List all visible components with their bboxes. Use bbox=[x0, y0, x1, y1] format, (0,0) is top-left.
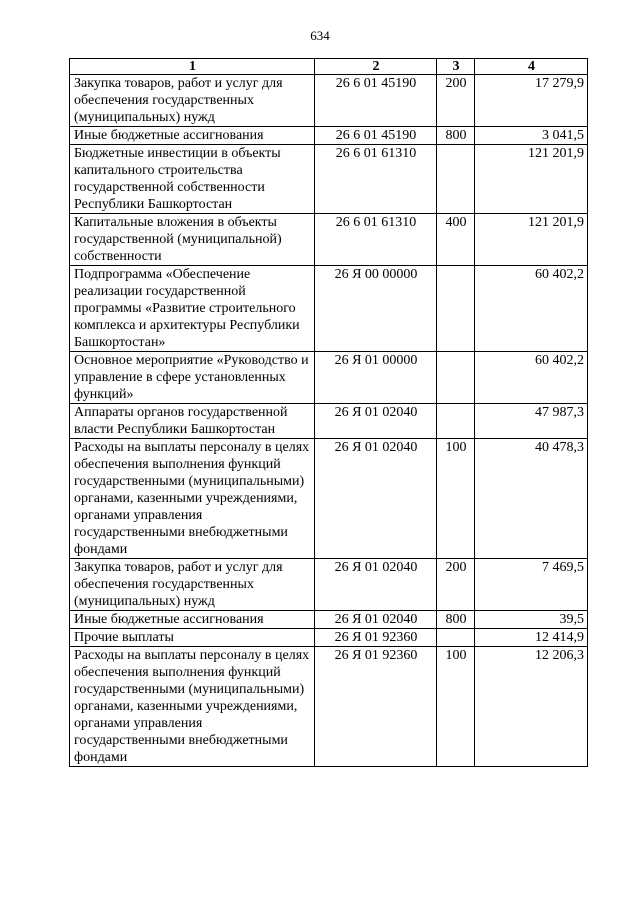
target-code-cell: 26 Я 01 02040 bbox=[315, 439, 437, 559]
expense-name-cell: Расходы на выплаты персоналу в целях обеспечения выполнения функций государственными (муниципальными) органами, казенными учреждениями, органами управления государственными внебюджетными фондами bbox=[70, 439, 315, 559]
amount-cell: 60 402,2 bbox=[475, 266, 588, 352]
target-code-cell: 26 Я 01 02040 bbox=[315, 404, 437, 439]
expense-type-cell: 200 bbox=[437, 559, 475, 611]
column-header-2: 2 bbox=[315, 59, 437, 75]
expense-name-cell: Иные бюджетные ассигнования bbox=[70, 127, 315, 145]
table-row bbox=[70, 214, 588, 266]
table-row bbox=[70, 611, 588, 629]
expense-type-cell bbox=[437, 404, 475, 439]
budget-table bbox=[69, 58, 588, 767]
table-header-row bbox=[70, 59, 588, 75]
table-row bbox=[70, 647, 588, 767]
amount-cell: 40 478,3 bbox=[475, 439, 588, 559]
amount-cell: 39,5 bbox=[475, 611, 588, 629]
expense-name-cell: Иные бюджетные ассигнования bbox=[70, 611, 315, 629]
expense-type-cell: 100 bbox=[437, 647, 475, 767]
column-header-1: 1 bbox=[70, 59, 315, 75]
expense-type-cell bbox=[437, 352, 475, 404]
table-row bbox=[70, 404, 588, 439]
target-code-cell: 26 Я 01 02040 bbox=[315, 611, 437, 629]
table-body bbox=[70, 75, 588, 767]
expense-type-cell: 200 bbox=[437, 75, 475, 127]
expense-name-cell: Подпрограмма «Обеспечение реализации государственной программы «Развитие строительного комплекса и архитектуры Республики Башкортостан» bbox=[70, 266, 315, 352]
table-row bbox=[70, 559, 588, 611]
expense-type-cell bbox=[437, 629, 475, 647]
table-row bbox=[70, 266, 588, 352]
expense-type-cell bbox=[437, 266, 475, 352]
amount-cell: 17 279,9 bbox=[475, 75, 588, 127]
amount-cell: 12 414,9 bbox=[475, 629, 588, 647]
amount-cell: 3 041,5 bbox=[475, 127, 588, 145]
expense-type-cell: 800 bbox=[437, 127, 475, 145]
target-code-cell: 26 Я 01 92360 bbox=[315, 629, 437, 647]
target-code-cell: 26 Я 00 00000 bbox=[315, 266, 437, 352]
page-number: 634 bbox=[310, 28, 330, 43]
amount-cell: 60 402,2 bbox=[475, 352, 588, 404]
table-row bbox=[70, 352, 588, 404]
expense-name-cell: Закупка товаров, работ и услуг для обеспечения государственных (муниципальных) нужд bbox=[70, 559, 315, 611]
expense-type-cell bbox=[437, 145, 475, 214]
expense-type-cell: 800 bbox=[437, 611, 475, 629]
expense-name-cell: Капитальные вложения в объекты государственной (муниципальной) собственности bbox=[70, 214, 315, 266]
table-row bbox=[70, 439, 588, 559]
expense-name-cell: Аппараты органов государственной власти Республики Башкортостан bbox=[70, 404, 315, 439]
column-header-4: 4 bbox=[475, 59, 588, 75]
table-row bbox=[70, 127, 588, 145]
expense-name-cell: Закупка товаров, работ и услуг для обеспечения государственных (муниципальных) нужд bbox=[70, 75, 315, 127]
expense-name-cell: Основное мероприятие «Руководство и управление в сфере установленных функций» bbox=[70, 352, 315, 404]
target-code-cell: 26 6 01 61310 bbox=[315, 145, 437, 214]
target-code-cell: 26 Я 01 92360 bbox=[315, 647, 437, 767]
table-row bbox=[70, 145, 588, 214]
target-code-cell: 26 Я 01 00000 bbox=[315, 352, 437, 404]
table-row bbox=[70, 75, 588, 127]
column-header-3: 3 bbox=[437, 59, 475, 75]
amount-cell: 47 987,3 bbox=[475, 404, 588, 439]
target-code-cell: 26 6 01 45190 bbox=[315, 75, 437, 127]
table-row bbox=[70, 629, 588, 647]
amount-cell: 121 201,9 bbox=[475, 145, 588, 214]
expense-name-cell: Прочие выплаты bbox=[70, 629, 315, 647]
target-code-cell: 26 6 01 45190 bbox=[315, 127, 437, 145]
expense-name-cell: Расходы на выплаты персоналу в целях обеспечения выполнения функций государственными (муниципальными) органами, казенными учреждениями, органами управления государственными внебюджетными фондами bbox=[70, 647, 315, 767]
target-code-cell: 26 Я 01 02040 bbox=[315, 559, 437, 611]
target-code-cell: 26 6 01 61310 bbox=[315, 214, 437, 266]
amount-cell: 121 201,9 bbox=[475, 214, 588, 266]
expense-type-cell: 400 bbox=[437, 214, 475, 266]
expense-name-cell: Бюджетные инвестиции в объекты капитального строительства государственной собственности Республики Башкортостан bbox=[70, 145, 315, 214]
expense-type-cell: 100 bbox=[437, 439, 475, 559]
amount-cell: 12 206,3 bbox=[475, 647, 588, 767]
amount-cell: 7 469,5 bbox=[475, 559, 588, 611]
